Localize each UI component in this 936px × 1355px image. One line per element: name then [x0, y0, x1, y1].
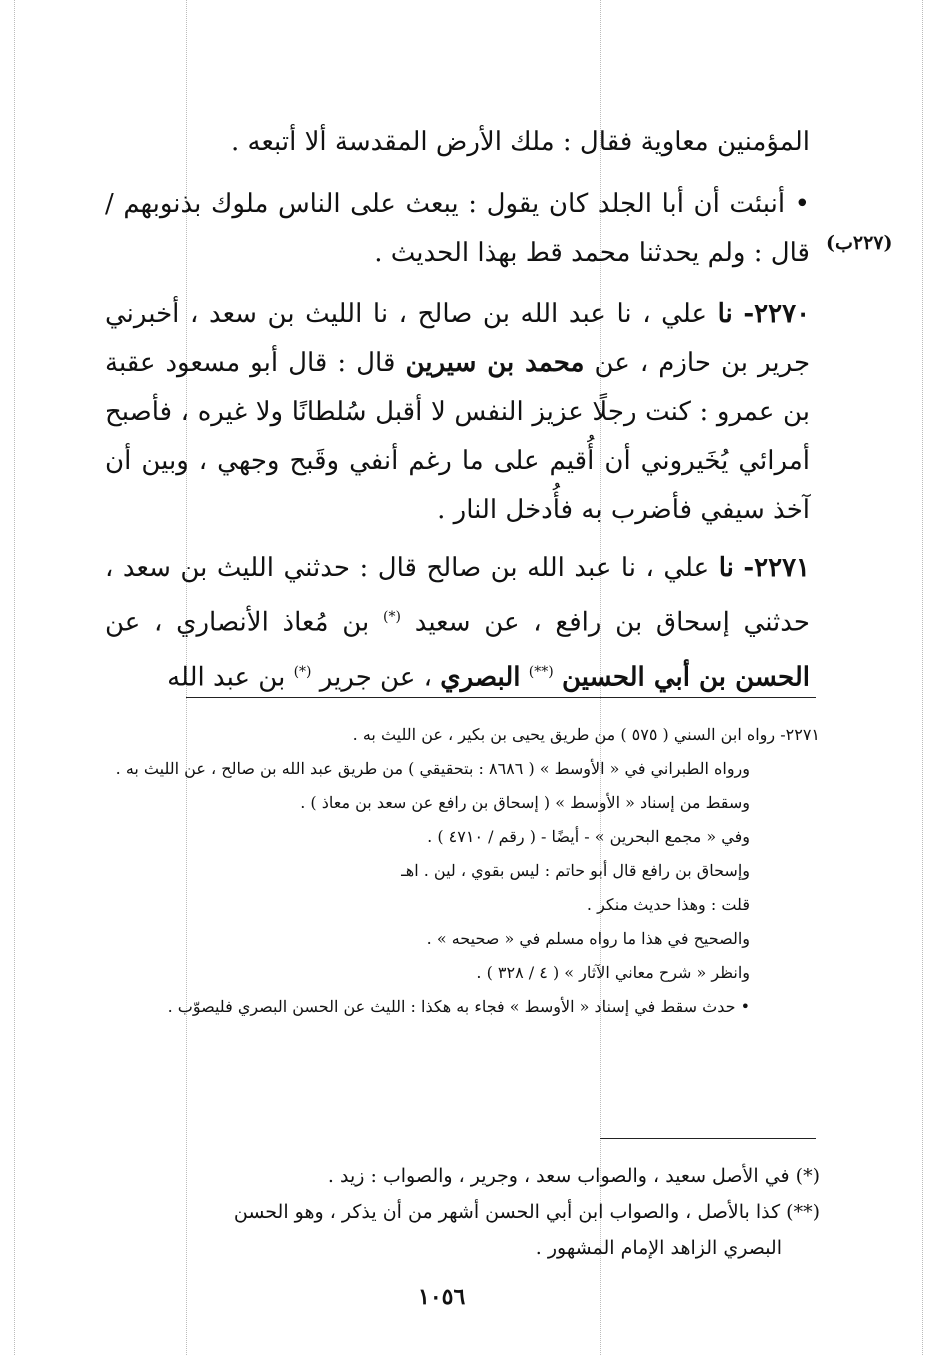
footnote: (*) في الأصل سعيد ، والصواب سعد ، وجرير ، والصواب : زيد . [327, 1165, 820, 1187]
hadith-text-part: ، عن جرير [319, 662, 433, 693]
commentary-divider [186, 697, 816, 698]
commentary-line: والصحيح في هذا ما رواه مسلم في « صحيحه » . [426, 929, 750, 948]
page-number: ١٠٥٦ [418, 1284, 466, 1310]
hadith-na: نا [717, 299, 733, 329]
narrator-name: الحسن بن أبي الحسين [562, 662, 810, 693]
commentary-line: • حدث سقط في إسناد « الأوسط » فجاء به هكذا : الليث عن الحسن البصري فليصوّب . [167, 997, 750, 1016]
hadith-text-part: بن عبد الله [167, 662, 286, 693]
main-text-para2: • أنبئت أن أبا الجلد كان يقول : يبعث على الناس ملوك بذنوبهم / قال : ولم يحدثنا محمد قط بهذا الحديث . [105, 189, 810, 268]
main-text-line1-block [105, 118, 810, 167]
hadith-number: ٢٢٧٠- [743, 299, 811, 329]
commentary-block [115, 718, 820, 1024]
hadith-2271 [105, 544, 810, 702]
scan-dotted-edge [14, 0, 15, 1355]
main-text-line1: المؤمنين معاوية فقال : ملك الأرض المقدسة ألا أتبعه . [231, 127, 810, 157]
narrator-name: محمد بن سيرين [405, 348, 585, 378]
hadith-text-part: علي ، نا عبد الله بن صالح قال : حدثني الليث بن سعد ، حدثني إسحاق بن رافع ، عن سعيد [105, 553, 811, 638]
footnote-marker: (**) [528, 663, 554, 680]
marginal-folio-note: (٢٢٧ب) [826, 232, 893, 254]
hadith-2271-text [105, 544, 810, 702]
main-text-para2-block [105, 180, 810, 278]
hadith-text-part: بن مُعاذ الأنصاري ، عن [105, 607, 370, 638]
narrator-name: البصري [440, 662, 521, 693]
commentary-line: وفي « مجمع البحرين » - أيضًا - ( رقم / ٤٧١٠ ) . [427, 827, 750, 846]
commentary-line: ورواه الطبراني في « الأوسط » ( ٨٦٨٦ : بتحقيقي ) من طريق عبد الله بن صالح ، عن الليث به . [115, 759, 750, 778]
footnote-continuation: البصري الزاهد الإمام المشهور . [535, 1237, 782, 1259]
scan-dotted-edge [922, 0, 923, 1355]
hadith-number: ٢٢٧١- [743, 553, 811, 583]
commentary-line: قلت : وهذا حديث منكر . [586, 895, 750, 914]
commentary-line: وسقط من إسناد « الأوسط » ( إسحاق بن رافع عن سعد بن معاذ ) . [300, 793, 750, 812]
hadith-na: نا [718, 553, 734, 583]
commentary-line: وإسحاق بن رافع قال أبو حاتم : ليس بقوي ، لين . اهـ [401, 861, 750, 880]
commentary-line: وانظر « شرح معاني الآثار » ( ٤ / ٣٢٨ ) . [476, 963, 750, 982]
footnote-marker: (*) [293, 663, 312, 680]
footnote: (**) كذا بالأصل ، والصواب ابن أبي الحسن أشهر من أن يذكر ، وهو الحسن [233, 1201, 820, 1223]
footnote-divider [600, 1138, 816, 1139]
hadith-text-part: قال : قال أبو مسعود عقبة بن عمرو : كنت رجلًا عزيز النفس لا أقبل سُلطانًا ولا غيره ، فأصبح أمرائي يُخَيروني أن أُقيم على ما رغم أنفي وقَبح وجهي ، وبين أن آخذ سيفي فأضرب به فأُدخل النار . [105, 348, 810, 525]
footnotes-block [115, 1158, 820, 1266]
hadith-2270 [105, 290, 810, 535]
hadith-text-part: علي ، نا عبد الله بن صالح ، نا الليث بن سعد ، أخبرني جرير بن حازم ، عن [105, 299, 811, 378]
footnote-marker: (*) [383, 609, 401, 625]
hadith-2270-text [105, 290, 810, 535]
commentary-line: ٢٢٧١- رواه ابن السني ( ٥٧٥ ) من طريق يحيى بن بكير ، عن الليث به . [352, 725, 820, 744]
